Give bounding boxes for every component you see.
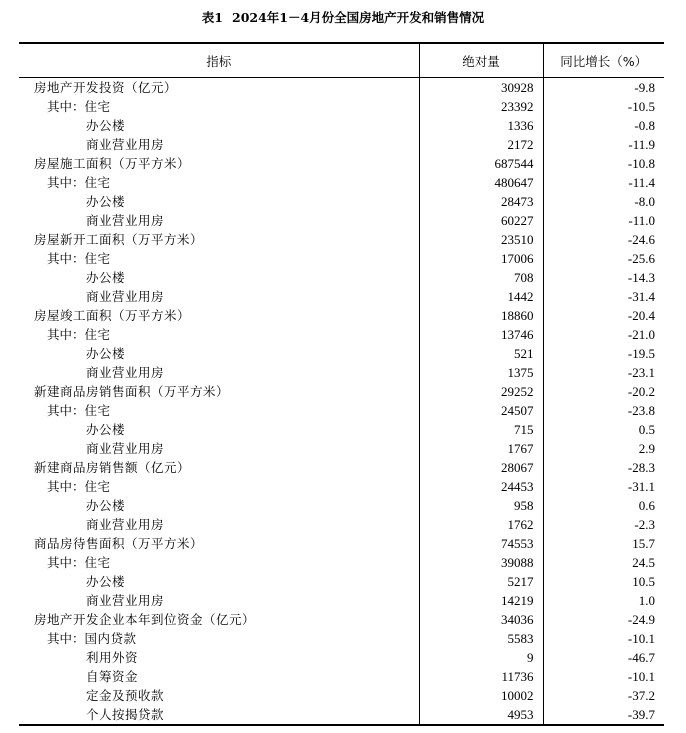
row-indicator <box>19 667 419 686</box>
row-prefix: 其中： <box>47 403 85 418</box>
row-indicator <box>19 496 419 515</box>
table-row <box>19 363 664 382</box>
row-growth-value: -46.7 <box>627 650 655 665</box>
row-name: 住宅 <box>84 327 111 342</box>
table-row <box>19 534 664 553</box>
row-growth-value: -0.8 <box>634 118 655 133</box>
row-indicator <box>19 192 419 211</box>
table-row <box>19 686 664 705</box>
table-row <box>19 401 664 420</box>
row-indicator <box>19 97 419 116</box>
row-growth-value: -24.9 <box>627 612 655 627</box>
row-name: 办公楼 <box>86 422 126 437</box>
row-absolute-value: 24453 <box>419 477 543 496</box>
row-growth-value: -8.0 <box>634 194 655 209</box>
row-absolute-value: 4953 <box>419 705 543 725</box>
row-indicator <box>19 211 419 230</box>
table-row <box>19 268 664 287</box>
row-growth-value: -31.4 <box>627 289 655 304</box>
row-growth-value: -19.5 <box>627 346 655 361</box>
row-growth-value: -23.1 <box>627 365 655 380</box>
row-name: 住宅 <box>84 555 111 570</box>
row-name: 办公楼 <box>86 346 126 361</box>
table-row <box>19 515 664 534</box>
row-absolute-value: 23510 <box>419 230 543 249</box>
row-growth-value: -10.5 <box>627 99 655 114</box>
table-row <box>19 78 664 98</box>
row-growth-value: -24.6 <box>627 232 655 247</box>
table-row <box>19 249 664 268</box>
row-growth-value: 24.5 <box>632 555 655 570</box>
row-indicator <box>19 610 419 629</box>
row-indicator <box>19 572 419 591</box>
row-name: 新建商品房销售额（亿元） <box>34 460 191 475</box>
row-absolute-value: 18860 <box>419 306 543 325</box>
row-indicator <box>19 591 419 610</box>
row-indicator <box>19 363 419 382</box>
header-row <box>19 43 664 78</box>
row-growth-value: -37.2 <box>627 688 655 703</box>
row-growth-value: -28.3 <box>627 460 655 475</box>
row-absolute-value: 24507 <box>419 401 543 420</box>
row-name: 房地产开发企业本年到位资金（亿元） <box>34 612 256 627</box>
table-row <box>19 553 664 572</box>
row-growth-value: -11.4 <box>628 175 655 190</box>
table-row <box>19 192 664 211</box>
row-growth-value: -10.1 <box>627 631 655 646</box>
row-indicator <box>19 420 419 439</box>
row-indicator <box>19 249 419 268</box>
row-growth-value: -10.1 <box>627 669 655 684</box>
row-growth-value: -20.2 <box>627 384 655 399</box>
row-name: 房屋施工面积（万平方米） <box>34 156 191 171</box>
row-absolute-value: 28473 <box>419 192 543 211</box>
row-absolute-value: 14219 <box>419 591 543 610</box>
row-indicator <box>19 686 419 705</box>
row-absolute-value: 11736 <box>419 667 543 686</box>
row-absolute-value: 29252 <box>419 382 543 401</box>
row-name: 商业营业用房 <box>86 213 165 228</box>
row-growth-value: 0.5 <box>638 422 655 437</box>
row-prefix: 其中： <box>47 175 85 190</box>
row-growth-value: -14.3 <box>627 270 655 285</box>
row-name: 住宅 <box>84 99 111 114</box>
row-growth-value: -39.7 <box>627 707 655 722</box>
row-absolute-value: 958 <box>419 496 543 515</box>
row-growth-value: 1.0 <box>638 593 655 608</box>
row-name: 房屋竣工面积（万平方米） <box>34 308 191 323</box>
table-row <box>19 477 664 496</box>
row-growth-value: -20.4 <box>627 308 655 323</box>
row-growth-value: 10.5 <box>632 574 655 589</box>
table-title-label: 表1 <box>201 10 223 25</box>
row-name: 商业营业用房 <box>86 137 165 152</box>
table-row <box>19 496 664 515</box>
row-indicator <box>19 116 419 135</box>
row-prefix: 其中： <box>47 479 85 494</box>
row-name: 自筹资金 <box>86 669 139 684</box>
row-name: 新建商品房销售面积（万平方米） <box>34 384 230 399</box>
row-growth-value: -11.0 <box>628 213 655 228</box>
table-row <box>19 173 664 192</box>
row-absolute-value: 521 <box>419 344 543 363</box>
row-indicator <box>19 306 419 325</box>
row-indicator <box>19 287 419 306</box>
table-row <box>19 287 664 306</box>
row-name: 定金及预收款 <box>86 688 165 703</box>
row-absolute-value: 1375 <box>419 363 543 382</box>
row-absolute-value: 10002 <box>419 686 543 705</box>
table-row <box>19 572 664 591</box>
row-name: 商业营业用房 <box>86 593 165 608</box>
table-row <box>19 667 664 686</box>
row-absolute-value: 1442 <box>419 287 543 306</box>
row-absolute-value: 30928 <box>419 78 543 98</box>
row-name: 利用外资 <box>86 650 139 665</box>
table-row <box>19 211 664 230</box>
row-growth-value: -11.9 <box>628 137 655 152</box>
row-prefix: 其中： <box>47 99 85 114</box>
row-indicator <box>19 401 419 420</box>
row-name: 办公楼 <box>86 118 126 133</box>
table-title <box>0 10 686 26</box>
row-prefix: 其中： <box>47 555 85 570</box>
row-indicator <box>19 154 419 173</box>
row-growth-value: -2.3 <box>634 517 655 532</box>
row-indicator <box>19 230 419 249</box>
table-header <box>19 43 664 78</box>
row-name: 住宅 <box>84 251 111 266</box>
row-absolute-value: 2172 <box>419 135 543 154</box>
row-indicator <box>19 648 419 667</box>
row-name: 办公楼 <box>86 194 126 209</box>
row-name: 住宅 <box>84 403 111 418</box>
row-name: 商业营业用房 <box>86 441 165 456</box>
row-absolute-value: 715 <box>419 420 543 439</box>
row-absolute-value: 687544 <box>419 154 543 173</box>
row-growth-value: -31.1 <box>627 479 655 494</box>
row-absolute-value: 74553 <box>419 534 543 553</box>
row-indicator <box>19 382 419 401</box>
row-indicator <box>19 439 419 458</box>
table-body <box>19 78 664 726</box>
table-row <box>19 344 664 363</box>
table-row <box>19 648 664 667</box>
header-indicator: 指标 <box>19 43 419 78</box>
row-absolute-value: 13746 <box>419 325 543 344</box>
header-absolute: 绝对量 <box>419 43 543 78</box>
table-row <box>19 97 664 116</box>
row-name: 个人按揭贷款 <box>86 707 165 722</box>
row-absolute-value: 23392 <box>419 97 543 116</box>
row-indicator <box>19 325 419 344</box>
table-row <box>19 439 664 458</box>
table-title-text: 2024年1－4月份全国房地产开发和销售情况 <box>232 10 485 25</box>
row-absolute-value: 1762 <box>419 515 543 534</box>
row-indicator <box>19 705 419 725</box>
row-name: 办公楼 <box>86 574 126 589</box>
row-name: 商品房待售面积（万平方米） <box>34 536 204 551</box>
row-absolute-value: 1336 <box>419 116 543 135</box>
row-indicator <box>19 173 419 192</box>
row-name: 住宅 <box>84 175 111 190</box>
row-prefix: 其中： <box>47 251 85 266</box>
row-growth-value: -10.8 <box>627 156 655 171</box>
row-growth-value: -9.8 <box>634 80 655 95</box>
row-name: 商业营业用房 <box>86 365 165 380</box>
row-name: 住宅 <box>84 479 111 494</box>
row-indicator <box>19 477 419 496</box>
row-indicator <box>19 268 419 287</box>
table-row <box>19 325 664 344</box>
row-indicator <box>19 458 419 477</box>
row-indicator <box>19 515 419 534</box>
row-indicator <box>19 534 419 553</box>
row-growth-value: -21.0 <box>627 327 655 342</box>
header-growth: 同比增长（%） <box>543 43 664 78</box>
table-row <box>19 458 664 477</box>
row-absolute-value: 28067 <box>419 458 543 477</box>
row-indicator <box>19 344 419 363</box>
row-absolute-value: 480647 <box>419 173 543 192</box>
table-row <box>19 382 664 401</box>
table-row <box>19 420 664 439</box>
row-name: 办公楼 <box>86 270 126 285</box>
row-indicator <box>19 78 419 98</box>
statistics-table <box>19 42 664 726</box>
row-name: 商业营业用房 <box>86 517 165 532</box>
row-absolute-value: 39088 <box>419 553 543 572</box>
row-name: 房地产开发投资（亿元） <box>34 80 178 95</box>
table-row <box>19 591 664 610</box>
row-name: 国内贷款 <box>84 631 137 646</box>
row-name: 商业营业用房 <box>86 289 165 304</box>
row-prefix: 其中： <box>47 631 85 646</box>
row-absolute-value: 60227 <box>419 211 543 230</box>
table-row <box>19 306 664 325</box>
row-absolute-value: 17006 <box>419 249 543 268</box>
row-name: 房屋新开工面积（万平方米） <box>34 232 204 247</box>
row-name: 办公楼 <box>86 498 126 513</box>
row-indicator <box>19 553 419 572</box>
row-indicator <box>19 135 419 154</box>
row-absolute-value: 5217 <box>419 572 543 591</box>
table-row <box>19 116 664 135</box>
row-growth-value: 0.6 <box>638 498 655 513</box>
table-row <box>19 230 664 249</box>
row-growth-value: 15.7 <box>632 536 655 551</box>
row-absolute-value: 34036 <box>419 610 543 629</box>
table-row <box>19 629 664 648</box>
row-absolute-value: 9 <box>419 648 543 667</box>
row-prefix: 其中： <box>47 327 85 342</box>
table-row <box>19 705 664 725</box>
row-absolute-value: 5583 <box>419 629 543 648</box>
table-row <box>19 610 664 629</box>
row-growth-value: 2.9 <box>638 441 655 456</box>
row-growth-value: -25.6 <box>627 251 655 266</box>
row-absolute-value: 1767 <box>419 439 543 458</box>
row-absolute-value: 708 <box>419 268 543 287</box>
table-row <box>19 154 664 173</box>
row-indicator <box>19 629 419 648</box>
row-growth-value: -23.8 <box>627 403 655 418</box>
table-row <box>19 135 664 154</box>
